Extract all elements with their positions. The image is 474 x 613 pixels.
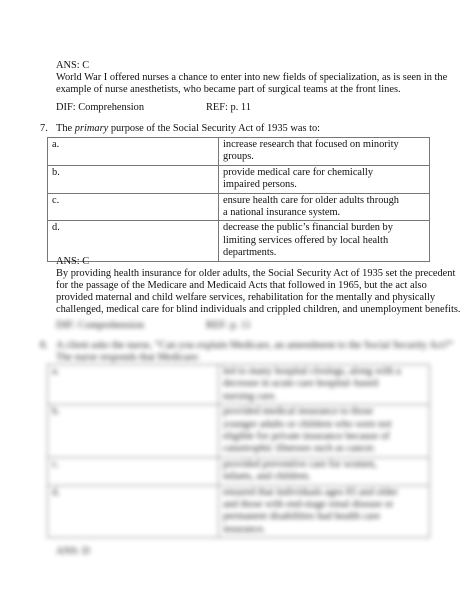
line: decrease in acute care hospital–based: [223, 378, 379, 390]
q7-option-a-letter: a.: [48, 138, 219, 166]
q8-option-d: [48, 485, 430, 538]
q6-rationale-line-2: example of nurse anesthetists, who became part of surgical teams at the front lines.: [56, 84, 401, 95]
q7-option-b: [48, 165, 430, 193]
q8-option-a: [48, 365, 430, 405]
q8-number: 8.: [40, 340, 48, 351]
line: a national insurance system.: [223, 207, 341, 219]
q8-option-c-text: [219, 457, 430, 485]
q6-answer: ANS: C: [56, 60, 90, 71]
q8-option-b: [48, 405, 430, 458]
line: limiting services offered by local health: [223, 234, 389, 246]
q6-difficulty: DIF: Comprehension: [56, 102, 145, 113]
q8-option-c: [48, 457, 430, 485]
q7-rationale-line-4: challenged, medical care for blind individuals and crippled children, and unemployment benefits.: [56, 304, 461, 315]
q7-stem-pre: The: [56, 123, 75, 134]
line: nursing care.: [223, 390, 277, 402]
q6-reference: REF: p. 11: [206, 102, 251, 113]
line: decrease the public’s financial burden by: [223, 222, 393, 234]
q7-answer: ANS: C: [56, 256, 90, 267]
q7-option-d-letter: d.: [48, 221, 219, 261]
q6-rationale-line-1: World War I offered nurses a chance to enter into new fields of specialization, as is seen in the: [56, 72, 448, 83]
q7-option-d-text: [219, 221, 430, 261]
line: and those with end-stage renal disease or: [223, 499, 394, 511]
q7-option-c: [48, 193, 430, 221]
q8-stem-line-2: The nurse responds that Medicare:: [56, 352, 200, 363]
line: led to many hospital closings, along with a: [223, 366, 401, 377]
q8-option-c-letter: c.: [48, 457, 219, 485]
line: provided medical insurance to those: [223, 406, 374, 418]
q7-option-c-letter: c.: [48, 193, 219, 221]
q7-stem: [56, 123, 320, 135]
q7-stem-emphasis: primary: [74, 123, 109, 134]
q8-answer: ANS: D: [56, 546, 90, 557]
q7-option-b-text: [219, 165, 430, 193]
q7-reference: REF: p. 11: [206, 320, 251, 331]
line: departments.: [223, 247, 277, 259]
line: groups.: [223, 151, 254, 163]
q7-option-a-text: [219, 138, 430, 166]
q8-option-b-letter: b.: [48, 405, 219, 458]
line: eligible for private insurance because of: [223, 431, 390, 443]
q8-option-d-letter: d.: [48, 485, 219, 538]
q7-option-b-letter: b.: [48, 165, 219, 193]
line: impaired persons.: [223, 179, 297, 191]
line: provide medical care for chemically: [223, 166, 374, 178]
line: permanent disabilities had health care: [223, 511, 380, 523]
q7-rationale-line-3: provided maternal and child welfare services, rehabilitation for the mentally and physically: [56, 292, 436, 303]
q8-option-d-text: [219, 485, 430, 538]
q8-stem-line-1: A client asks the nurse, “Can you explain Medicare, an amendment to the Social Security Act?”: [56, 340, 454, 351]
q8-option-a-letter: a.: [48, 365, 219, 405]
line: insurance.: [223, 523, 266, 535]
line: ensured that individuals ages 65 and older: [223, 486, 398, 498]
line: ensure health care for older adults through: [223, 194, 399, 206]
q8-options-table: [47, 364, 430, 538]
q7-option-a: [48, 138, 430, 166]
q8-option-b-text: [219, 405, 430, 458]
line: increase research that focused on minority: [223, 139, 399, 150]
q7-stem-post: purpose of the Social Security Act of 1935 was to:: [108, 123, 321, 134]
line: catastrophic illnesses such as cancer.: [223, 443, 376, 455]
line: infants, and children.: [223, 471, 311, 483]
line: provided preventive care for women,: [223, 458, 377, 470]
q7-option-d: [48, 221, 430, 261]
q7-number: 7.: [40, 123, 48, 134]
q8-option-a-text: [219, 365, 430, 405]
q7-options-table: [47, 137, 430, 262]
q7-rationale-line-1: By providing health insurance for older adults, the Social Security Act of 1935 set the precedent: [56, 268, 456, 279]
q7-difficulty: DIF: Comprehension: [56, 320, 145, 331]
q7-rationale-line-2: for the passage of the Medicare and Medicaid Acts that followed in 1965, but the act also: [56, 280, 427, 291]
line: younger adults or children who were not: [223, 418, 392, 430]
q7-option-c-text: [219, 193, 430, 221]
